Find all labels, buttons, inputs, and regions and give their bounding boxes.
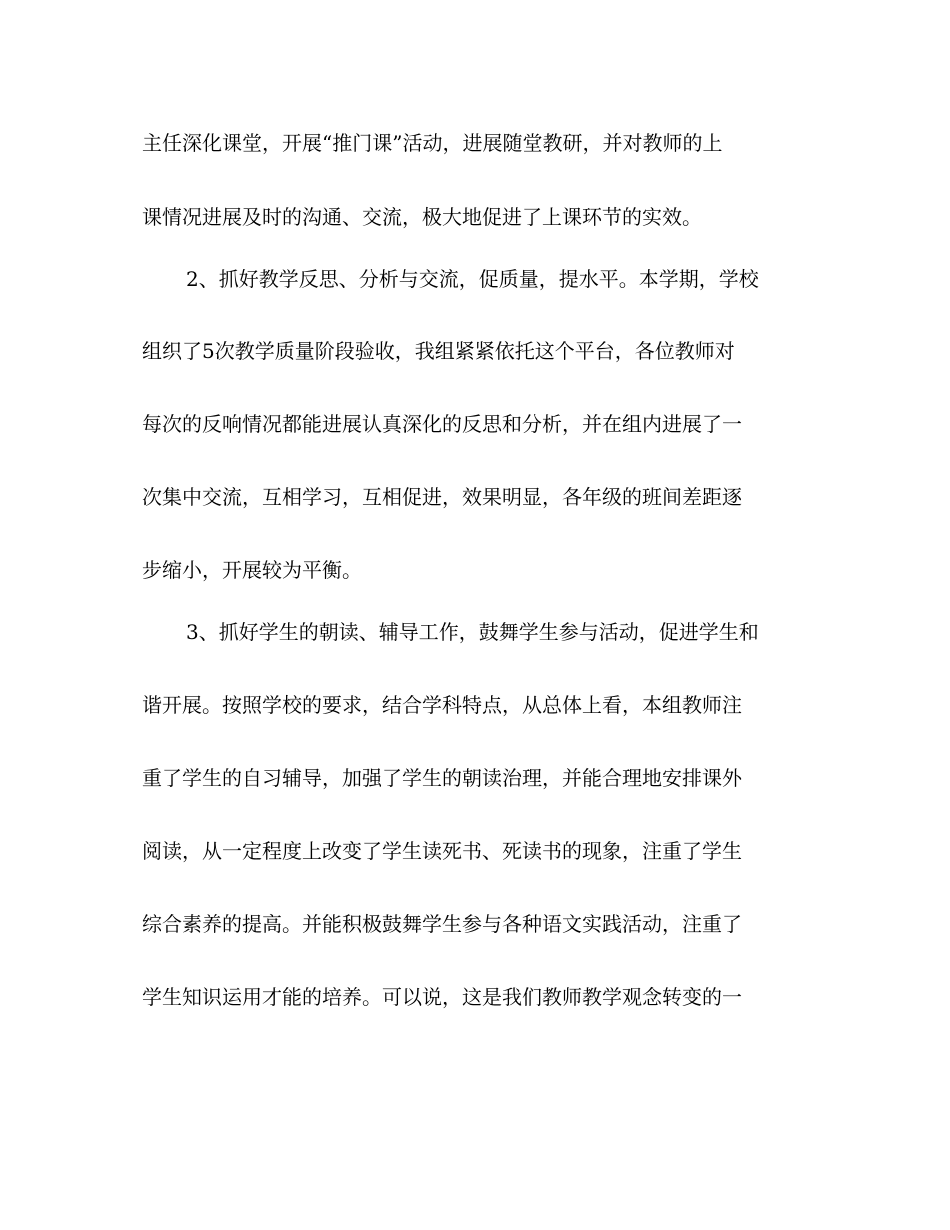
text-line-10: 重了学生的自习辅导，加强了学生的朝读治理，并能合理地安排课外 bbox=[142, 766, 742, 790]
text-line-6: 次集中交流，互相学习，互相促进，效果明显，各年级的班间差距逐 bbox=[142, 485, 742, 509]
text-line-13: 学生知识运用才能的培养。可以说，这是我们教师教学观念转变的一 bbox=[142, 985, 742, 1009]
text-line-8: 3、抓好学生的朝读、辅导工作，鼓舞学生参与活动，促进学生和 bbox=[186, 620, 759, 644]
text-line-9: 谐开展。按照学校的要求，结合学科特点，从总体上看，本组教师注 bbox=[142, 693, 742, 717]
text-line-3: 2、抓好教学反思、分析与交流，促质量，提水平。本学期，学校 bbox=[186, 267, 759, 291]
text-line-12: 综合素养的提高。并能积极鼓舞学生参与各种语文实践活动，注重了 bbox=[142, 912, 742, 936]
text-line-2: 课情况进展及时的沟通、交流，极大地促进了上课环节的实效。 bbox=[142, 205, 702, 229]
text-line-1: 主任深化课堂，开展“推门课”活动，进展随堂教研，并对教师的上 bbox=[142, 131, 723, 155]
text-line-5: 每次的反响情况都能进展认真深化的反思和分析，并在组内进展了一 bbox=[142, 412, 742, 436]
text-line-4: 组织了5次教学质量阶段验收，我组紧紧依托这个平台，各位教师对 bbox=[142, 339, 735, 363]
text-line-7: 步缩小，开展较为平衡。 bbox=[142, 558, 362, 582]
text-line-11: 阅读，从一定程度上改变了学生读死书、死读书的现象，注重了学生 bbox=[142, 839, 742, 863]
